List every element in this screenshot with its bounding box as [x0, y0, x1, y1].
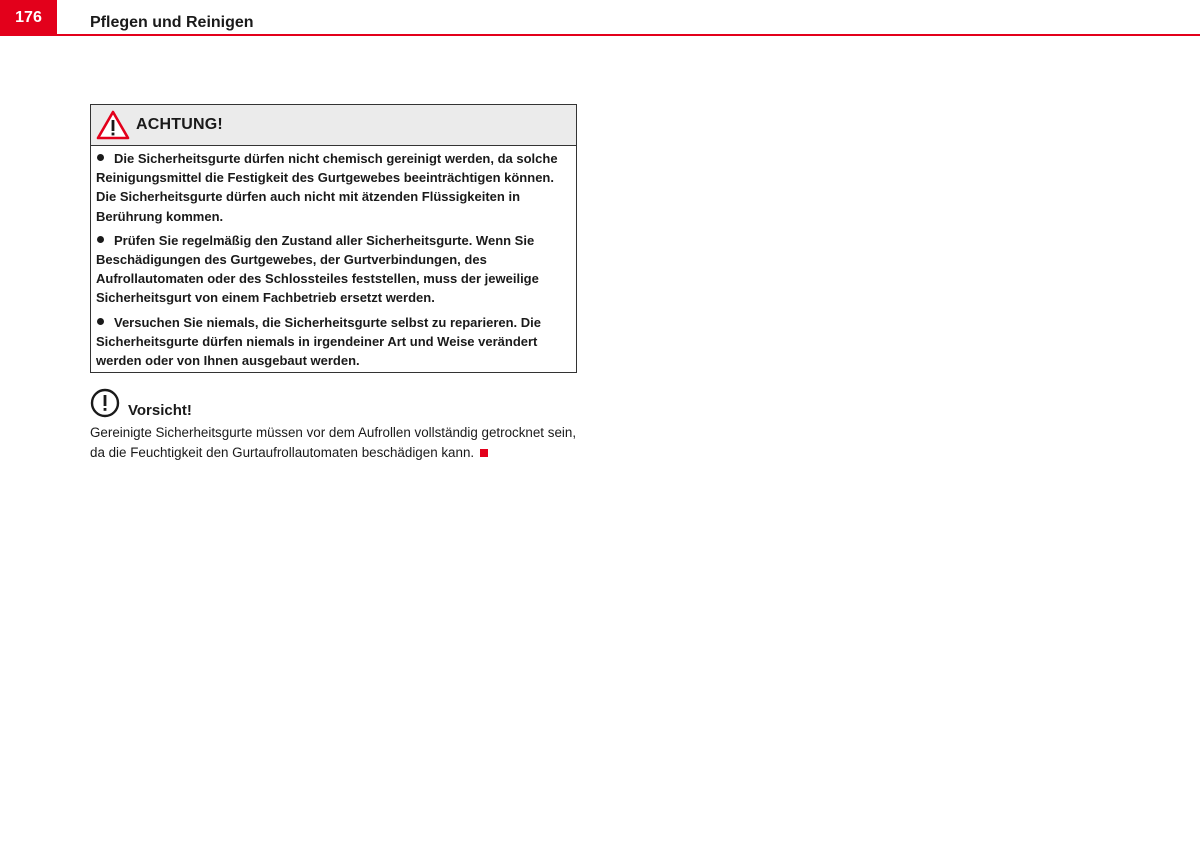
warning-header	[91, 105, 576, 146]
bullet-icon	[97, 154, 104, 161]
warning-item-text: Versuchen Sie niemals, die Sicherheitsgurte selbst zu reparieren. Die Sicherheitsgurte dürfen niemals in irgendeiner Art und Weise verändert werden oder von Ihnen ausgebaut werden.	[96, 314, 542, 369]
warning-title: ACHTUNG!	[136, 116, 223, 133]
page-number	[0, 0, 57, 36]
warning-body	[91, 146, 576, 372]
caution-text	[90, 423, 580, 463]
caution-title: Vorsicht!	[128, 402, 192, 419]
bullet-icon	[97, 318, 104, 325]
warning-item-text: Prüfen Sie regelmäßig den Zustand aller Sicherheitsgurte. Wenn Sie Beschädigungen des Gurtgewebes, der Gurtverbindungen, des Aufrollautomaten oder des Schlossteiles feststellen, muss der jeweilige Sicherheitsgurt von einem Fachbetrieb ersetzt werden.	[96, 232, 539, 306]
caution-body: Gereinigte Sicherheitsgurte müssen vor dem Aufrollen vollständig getrocknet sein, da die Feuchtigkeit den Gurtaufrollautomaten beschädigen kann.	[90, 425, 577, 460]
warning-item	[96, 149, 570, 226]
warning-item	[96, 313, 570, 371]
warning-triangle-icon	[96, 110, 130, 140]
caution-header	[90, 388, 192, 418]
section-title: Pflegen und Reinigen	[90, 14, 254, 31]
exclamation-circle-icon	[90, 388, 120, 418]
header-rule	[57, 34, 1200, 36]
warning-item-text: Die Sicherheitsgurte dürfen nicht chemisch gereinigt werden, da solche Reinigungsmittel die Festigkeit des Gurtgewebes beeinträchtigen können. Die Sicherheitsgurte dürfen auch nicht mit ätzenden Flüssigkeiten in Berührung kommen.	[96, 151, 558, 224]
bullet-icon	[97, 236, 104, 243]
page-number-text: 176	[15, 9, 42, 26]
end-square-icon	[480, 449, 488, 457]
warning-box	[90, 104, 577, 373]
warning-item	[96, 231, 570, 308]
